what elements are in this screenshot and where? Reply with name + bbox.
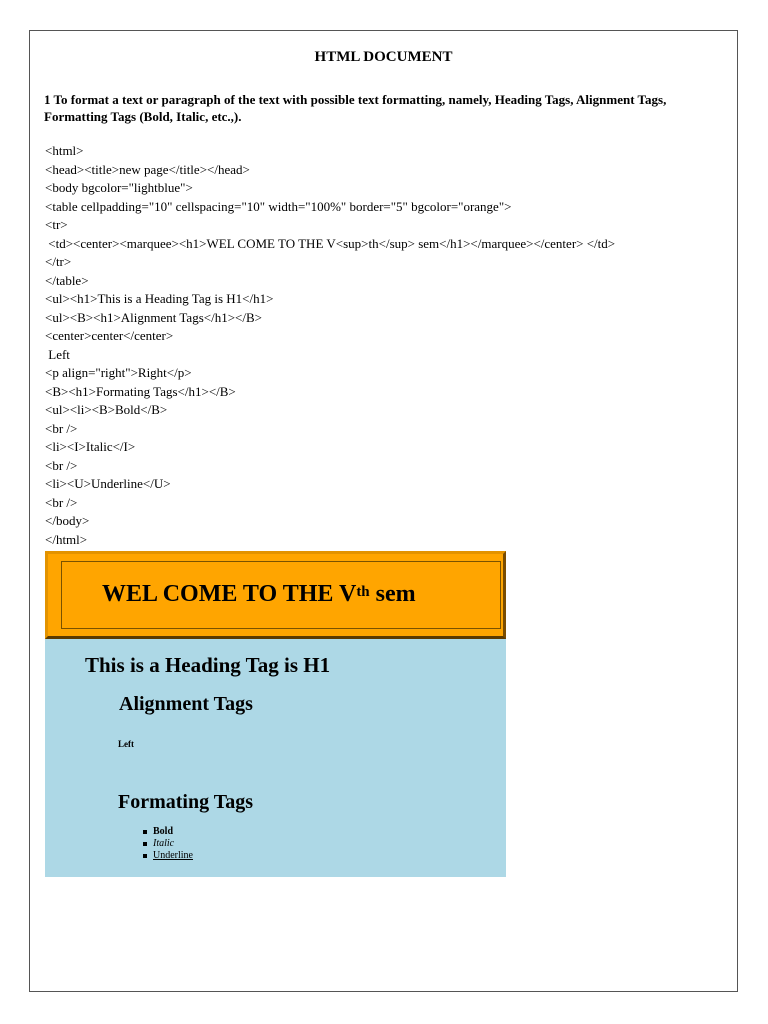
code-line: <li><U>Underline</U> xyxy=(45,476,171,491)
code-line: <p align="right">Right</p> xyxy=(45,365,192,380)
code-line: <ul><B><h1>Alignment Tags</h1></B> xyxy=(45,309,262,325)
rendered-output-screenshot xyxy=(45,551,506,877)
code-line: </table> xyxy=(45,272,89,288)
code-line: <html> xyxy=(45,143,84,158)
marquee-main-text: WEL COME TO THE V xyxy=(102,581,357,607)
code-line: <ul><h1>This is a Heading Tag is H1</h1> xyxy=(45,291,274,306)
code-line: </html> xyxy=(45,531,88,547)
code-line: <body bgcolor="lightblue"> xyxy=(45,180,193,195)
marquee-heading xyxy=(102,579,416,609)
list-item-italic: Italic xyxy=(143,838,193,850)
code-line: <ul><li><B>Bold</B> xyxy=(45,402,168,417)
code-line: <head><title>new page</title></head> xyxy=(45,161,250,177)
code-line: <tr> xyxy=(45,217,68,232)
code-line: </body> xyxy=(45,513,90,528)
left-aligned-text: Left xyxy=(118,739,134,749)
formatting-list xyxy=(143,826,193,862)
marquee-superscript: th xyxy=(356,584,370,600)
code-line: Left xyxy=(45,346,70,362)
code-line: <center>center</center> xyxy=(45,328,174,343)
marquee-end-text: sem xyxy=(369,581,416,607)
code-line: <br /> xyxy=(45,494,78,510)
code-line: <td><center><marquee><h1>WEL COME TO THE V<sup>th</sup> sem</h1></marquee></center> </td> xyxy=(45,235,616,251)
document-title: HTML DOCUMENT xyxy=(314,49,453,65)
list-item-underline: Underline xyxy=(143,850,193,862)
code-line: <br /> xyxy=(45,420,78,436)
code-listing xyxy=(45,142,735,549)
code-line: <li><I>Italic</I> xyxy=(45,439,136,454)
question-text: 1 To format a text or paragraph of the text with possible text formatting, namely, Heading Tags, Alignment Tags, Formatting Tags (Bold, Italic, etc.,). xyxy=(44,92,667,124)
heading-formatting-tags: Formating Tags xyxy=(118,791,254,813)
code-line: <table cellpadding="10" cellspacing="10" width="100%" border="5" bgcolor="orange"> xyxy=(45,198,512,214)
code-line: <B><h1>Formating Tags</h1></B> xyxy=(45,383,236,399)
code-line: </tr> xyxy=(45,254,72,269)
list-item-bold: Bold xyxy=(143,826,193,838)
heading-h1: This is a Heading Tag is H1 xyxy=(85,653,331,677)
code-line: <br /> xyxy=(45,457,78,473)
heading-alignment-tags: Alignment Tags xyxy=(119,693,253,715)
